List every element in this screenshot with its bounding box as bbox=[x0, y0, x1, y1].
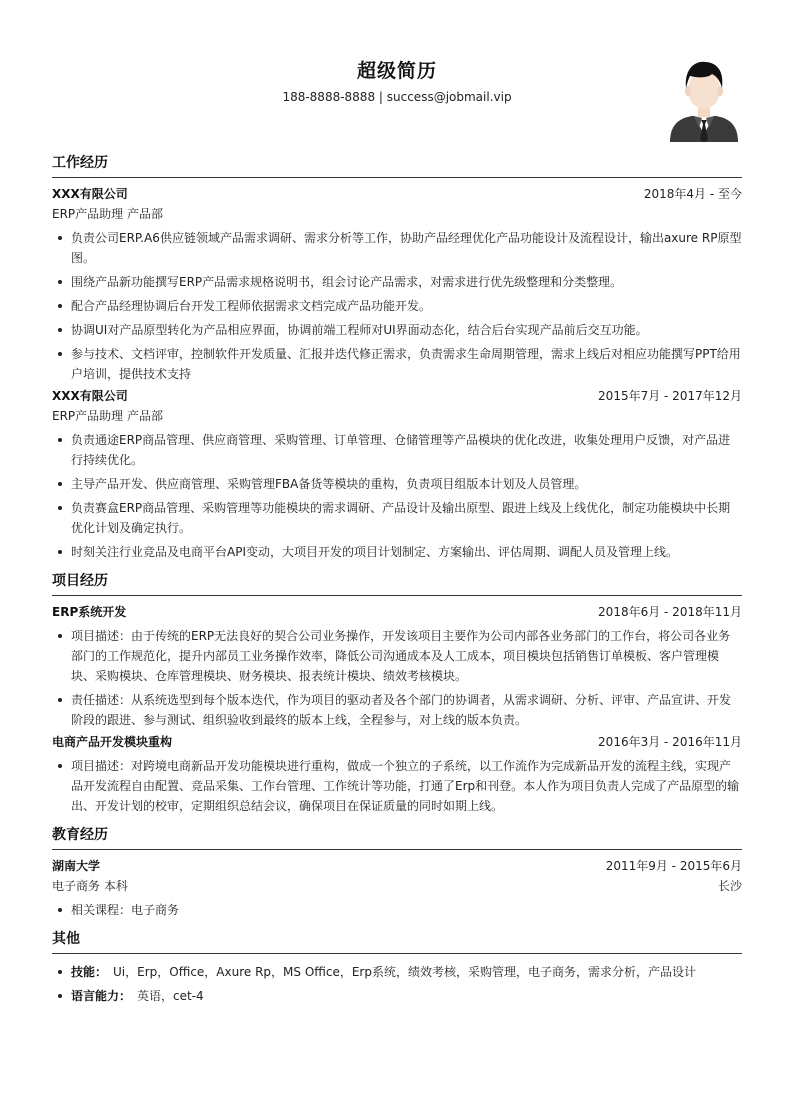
work-entry bbox=[52, 388, 742, 562]
job-role: ERP产品助理 产品部 bbox=[52, 409, 163, 423]
section-title-other: 其他 bbox=[52, 924, 742, 954]
bullet-item: 配合产品经理协调后台开发工程师依据需求文档完成产品功能开发。 bbox=[52, 296, 742, 316]
bullet-item: 围绕产品新功能撰写ERP产品需求规格说明书，组会讨论产品需求，对需求进行优先级整理和分类整理。 bbox=[52, 272, 742, 292]
work-entry bbox=[52, 186, 742, 384]
school-location: 长沙 bbox=[717, 879, 742, 893]
bullet-item: 项目描述：由于传统的ERP无法良好的契合公司业务操作，开发该项目主要作为公司内部各业务部门的工作台，将公司各业务部门的工作规范化，提升内部员工业务操作效率，降低公司沟通成本及人工成本，项目模块包括销售订单模板、客户管理模块、采购模块、仓库管理模块、财务模块、报表统计模块、绩效考核模块。 bbox=[52, 626, 742, 686]
bullet-list bbox=[52, 756, 742, 816]
skills-value: Ui，Erp，Office，Axure Rp，MS Office，Erp系统，绩效考核，采购管理，电子商务，需求分析，产品设计 bbox=[113, 965, 696, 979]
bullet-item: 相关课程：电子商务 bbox=[52, 900, 742, 920]
candidate-name: 超级简历 bbox=[356, 60, 437, 82]
company-name: XXX有限公司 bbox=[52, 389, 128, 403]
date-range: 2016年3月 - 2016年11月 bbox=[598, 735, 742, 749]
company-name: XXX有限公司 bbox=[52, 187, 128, 201]
bullet-item: 协调UI对产品原型转化为产品相应界面，协调前端工程师对UI界面动态化，结合后台实现产品前后交互功能。 bbox=[52, 320, 742, 340]
avatar bbox=[666, 54, 742, 142]
bullet-list bbox=[52, 626, 742, 730]
date-range: 2015年7月 - 2017年12月 bbox=[598, 389, 742, 403]
project-name: ERP系统开发 bbox=[52, 605, 127, 619]
other-section bbox=[52, 924, 742, 1006]
bullet-item: 时刻关注行业竞品及电商平台API变动，大项目开发的项目计划制定、方案输出、评估周期、调配人员及管理上线。 bbox=[52, 542, 742, 562]
bullet-list bbox=[52, 962, 742, 1006]
education-entry bbox=[52, 858, 742, 920]
bullet-item: 负责赛盒ERP商品管理、采购管理等功能模块的需求调研、产品设计及输出原型、跟进上线及上线优化，制定功能模块中长期优化计划及确定执行。 bbox=[52, 498, 742, 538]
date-range: 2018年6月 - 2018年11月 bbox=[598, 605, 742, 619]
bullet-item: 负责公司ERP.A6供应链领域产品需求调研、需求分析等工作，协助产品经理优化产品功能设计及流程设计，输出axure RP原型图。 bbox=[52, 228, 742, 268]
job-role: ERP产品助理 产品部 bbox=[52, 207, 163, 221]
bullet-item: 责任描述：从系统选型到每个版本迭代，作为项目的驱动者及各个部门的协调者，从需求调研、分析、评审、产品宣讲、开发阶段的跟进、参与测试、组织验收到最终的版本上线，全程参与，对上线的版本负责。 bbox=[52, 690, 742, 730]
work-section bbox=[52, 148, 742, 562]
project-entry bbox=[52, 734, 742, 816]
language-value: 英语，cet-4 bbox=[137, 989, 204, 1003]
project-name: 电商产品开发模块重构 bbox=[52, 735, 173, 749]
bullet-item: 负责通途ERP商品管理、供应商管理、采购管理、订单管理、仓储管理等产品模块的优化改进，收集处理用户反馈，对产品进行持续优化。 bbox=[52, 430, 742, 470]
resume-header bbox=[0, 0, 794, 145]
date-range: 2011年9月 - 2015年6月 bbox=[605, 859, 742, 873]
language-label: 语言能力： bbox=[71, 989, 132, 1003]
bullet-list bbox=[52, 900, 742, 920]
bullet-item: 项目描述：对跨境电商新品开发功能模块进行重构，做成一个独立的子系统，以工作流作为完成新品开发的流程主线，实现产品开发流程自由配置、竞品采集、工作台管理、工作统计等功能，打通了Erp和刊登。本人作为项目负责人完成了产品原型的输出、开发计划的校审，定期组织总结会议，确保项目在保证质量的同时如期上线。 bbox=[52, 756, 742, 816]
school-name: 湖南大学 bbox=[52, 859, 101, 873]
bullet-list bbox=[52, 228, 742, 384]
section-title-projects: 项目经历 bbox=[52, 566, 742, 596]
bullet-item: 主导产品开发、供应商管理、采购管理FBA备货等模块的重构，负责项目组版本计划及人员管理。 bbox=[52, 474, 742, 494]
bullet-list bbox=[52, 430, 742, 562]
projects-section bbox=[52, 566, 742, 816]
resume-content bbox=[52, 148, 742, 1010]
contact-info: 188-8888-8888 | success@jobmail.vip bbox=[282, 90, 512, 104]
date-range: 2018年4月 - 至今 bbox=[643, 187, 742, 201]
section-title-work: 工作经历 bbox=[52, 148, 742, 178]
skills-label: 技能： bbox=[71, 965, 108, 979]
skills-item bbox=[52, 962, 742, 982]
language-item bbox=[52, 986, 742, 1006]
bullet-item: 参与技术、文档评审，控制软件开发质量、汇报并迭代修正需求，负责需求生命周期管理，需求上线后对相应功能撰写PPT给用户培训，提供技术支持 bbox=[52, 344, 742, 384]
education-section bbox=[52, 820, 742, 920]
project-entry bbox=[52, 604, 742, 730]
major-degree: 电子商务 本科 bbox=[52, 879, 128, 893]
section-title-education: 教育经历 bbox=[52, 820, 742, 850]
